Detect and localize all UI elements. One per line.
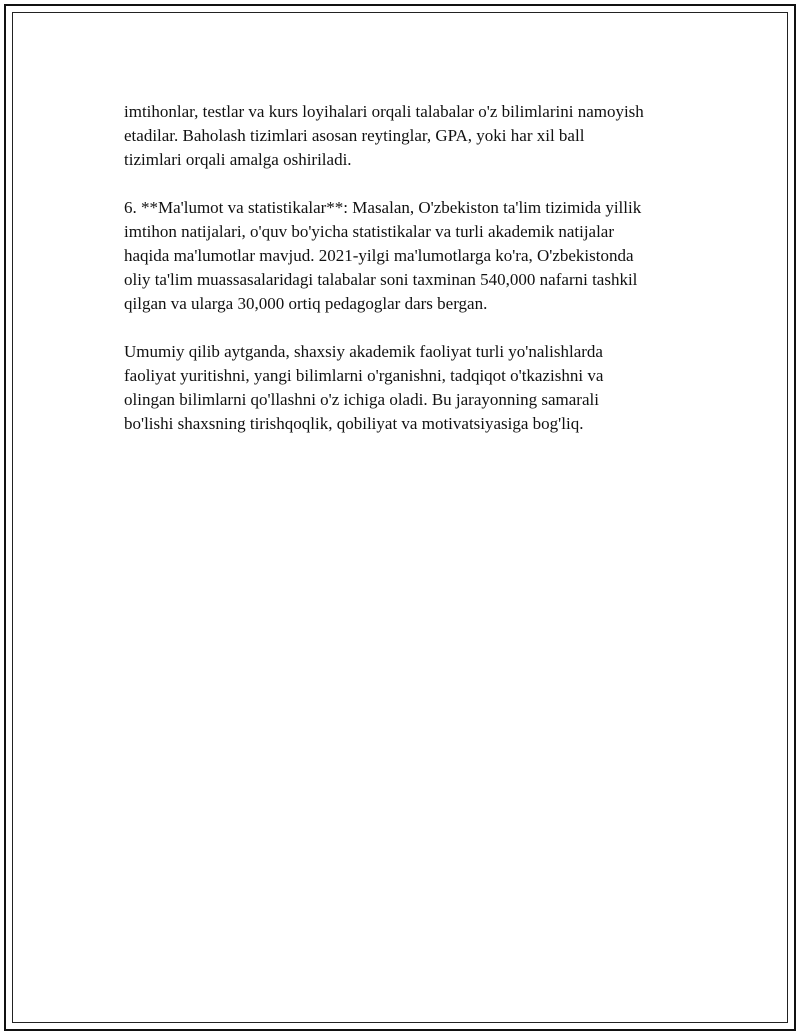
text-line: bo'lishi shaxsning tirishqoqlik, qobiliyat va motivatsiyasiga bog'liq.	[124, 414, 584, 433]
paragraph-conclusion	[124, 340, 704, 436]
text-line: 6. **Ma'lumot va statistikalar**: Masalan, O'zbekiston ta'lim tizimida yillik	[124, 198, 642, 217]
text-line: tizimlari orqali amalga oshiriladi.	[124, 150, 352, 169]
text-line: qilgan va ularga 30,000 ortiq pedagoglar dars bergan.	[124, 294, 488, 313]
paragraph-statistics	[124, 196, 704, 316]
text-line: haqida ma'lumotlar mavjud. 2021-yilgi ma'lumotlarga ko'ra, O'zbekistonda	[124, 246, 634, 265]
text-line: Umumiy qilib aytganda, shaxsiy akademik faoliyat turli yo'nalishlarda	[124, 342, 603, 361]
text-line: oliy ta'lim muassasalaridagi talabalar soni taxminan 540,000 nafarni tashkil	[124, 270, 638, 289]
text-line: olingan bilimlarni qo'llashni o'z ichiga oladi. Bu jarayonning samarali	[124, 390, 599, 409]
page-border	[4, 4, 796, 1031]
text-line: faoliyat yuritishni, yangi bilimlarni o'rganishni, tadqiqot o'tkazishni va	[124, 366, 604, 385]
text-line: imtihonlar, testlar va kurs loyihalari orqali talabalar o'z bilimlarini namoyish	[124, 102, 644, 121]
text-line: imtihon natijalari, o'quv bo'yicha statistikalar va turli akademik natijalar	[124, 222, 615, 241]
paragraph-assessment	[124, 100, 704, 172]
text-line: etadilar. Baholash tizimlari asosan reytinglar, GPA, yoki har xil ball	[124, 126, 585, 145]
document-body	[124, 100, 704, 460]
